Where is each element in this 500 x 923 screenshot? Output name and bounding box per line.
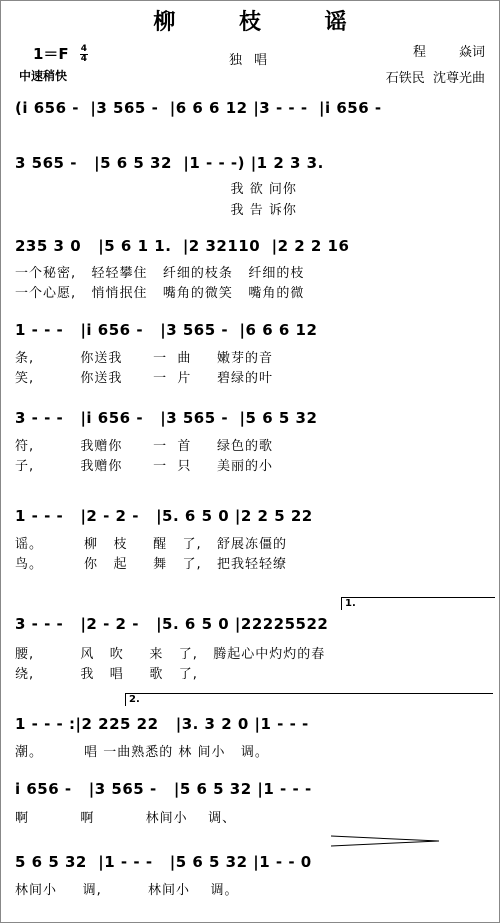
system-8-notes: 1 - - - :|2 225 22 |3. 3 2 0 |1 - - -	[15, 715, 309, 733]
volta-1: 1.	[341, 597, 495, 610]
system-3-notes: 235 3 0 |5 6 1 1. |2 32110 |2 2 2 16	[15, 237, 350, 255]
system-8-lyric-1: 潮。 唱 一曲熟悉的 林 间小 调。	[15, 745, 269, 760]
system-4-notes: 1 - - - |i 656 - |3 565 - |6 6 6 12	[15, 321, 318, 339]
system-5-notes: 3 - - - |i 656 - |3 565 - |5 6 5 32	[15, 409, 318, 427]
system-9-notes: i 656 - |3 565 - |5 6 5 32 |1 - - -	[15, 780, 312, 798]
performance-mode: 独唱	[229, 53, 280, 68]
lyricist-credit: 程 焱词	[412, 45, 485, 60]
tempo-marking: 中速稍快	[19, 69, 68, 83]
system-3-lyric-2: 一个心愿, 悄悄抿住 嘴角的微笑 嘴角的微	[15, 286, 305, 301]
system-4-lyric-2: 笑, 你送我 一 片 碧绿的叶	[15, 371, 274, 386]
key-signature	[33, 43, 88, 64]
system-2-lyric-1: 我 欲 问你	[15, 182, 297, 197]
time-signature-top: 4	[80, 44, 88, 54]
system-2-notes: 3 565 - |5 6 5 32 |1 - - -) |1 2 3 3.	[15, 154, 324, 172]
system-10-lyric-1: 林间小 调, 林间小 调。	[15, 883, 239, 898]
system-9-lyric-1: 啊 啊 林间小 调、	[15, 811, 237, 826]
system-7-lyric-1: 腰, 风 吹 来 了, 腾起心中灼灼的春	[15, 647, 326, 662]
system-2-lyric-2: 我 告 诉你	[15, 203, 297, 218]
system-3-lyric-1: 一个秘密, 轻轻攀住 纤细的枝条 纤细的枝	[15, 266, 305, 281]
system-7-notes: 3 - - - |2 - 2 - |5. 6 5 0 |22225522	[15, 615, 329, 633]
system-4-lyric-1: 条, 你送我 一 曲 嫩芽的音	[15, 351, 274, 366]
system-6-notes: 1 - - - |2 - 2 - |5. 6 5 0 |2 2 5 22	[15, 507, 313, 525]
time-signature-bottom: 4	[80, 54, 88, 64]
system-5-lyric-2: 子, 我赠你 一 只 美丽的小	[15, 459, 274, 474]
system-7-lyric-2: 绕, 我 唱 歌 了,	[15, 667, 198, 682]
key-label: 1＝F	[33, 45, 69, 63]
composer-credit: 石铁民 沈尊光曲	[385, 71, 485, 86]
system-1-notes: (i 656 - |3 565 - |6 6 6 12 |3 - - - |i 656 -	[15, 99, 382, 117]
decrescendo-hairpin	[331, 835, 441, 847]
system-6-lyric-1: 谣。 柳 枝 醒 了, 舒展冻僵的	[15, 537, 288, 552]
volta-2: 2.	[125, 693, 493, 706]
song-title: 柳 枝 谣	[153, 9, 375, 35]
time-signature	[80, 45, 88, 64]
system-10-notes: 5 6 5 32 |1 - - - |5 6 5 32 |1 - - 0	[15, 853, 312, 871]
system-5-lyric-1: 符, 我赠你 一 首 绿色的歌	[15, 439, 274, 454]
system-6-lyric-2: 鸟。 你 起 舞 了, 把我轻轻缭	[15, 557, 288, 572]
